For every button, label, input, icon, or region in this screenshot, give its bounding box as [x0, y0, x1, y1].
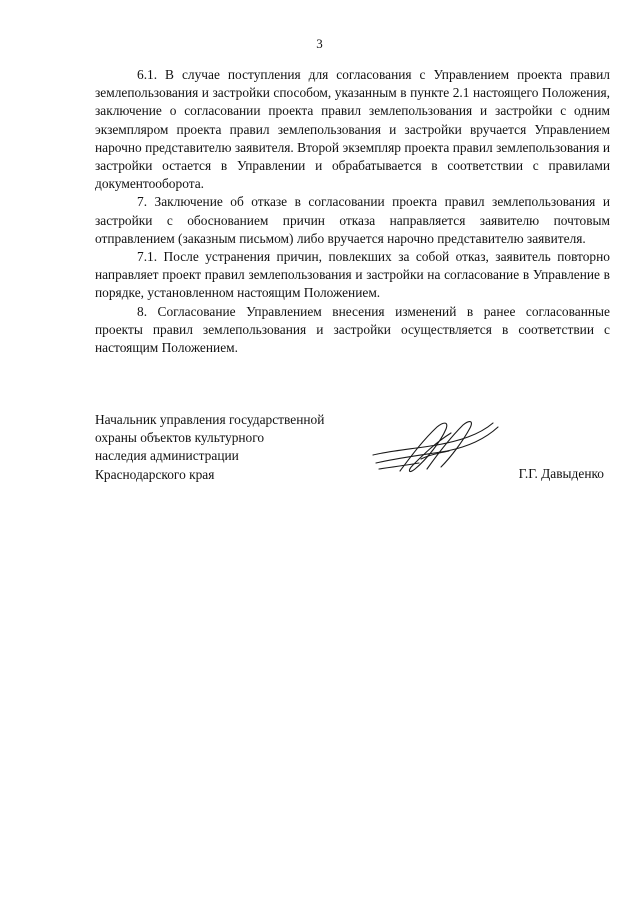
signer-title-line: охраны объектов культурного — [95, 430, 265, 446]
signer-title-line: Начальник управления государственной — [95, 412, 325, 427]
signer-title-line: наследия администрации — [95, 448, 239, 464]
page-number: 3 — [316, 36, 323, 51]
signer-title-line: Краснодарского края — [95, 466, 215, 482]
signer-title — [95, 411, 375, 484]
paragraph-6-1: 6.1. В случае поступления для согласования с Управлением проекта правил землепользования и застройки способом, указанным в пункте 2.1 настоящего Положения, заключение о согласовании проекта правил землепользования и застройки с одним экземпляром проекта правил землепользования и застройки вручается Управлением нарочно представителю заявителя. Второй экземпляр проекта правил землепользования и застройки остается в Управлении и обрабатывается в соответствии с правилами документооборота. — [95, 67, 610, 192]
paragraph-7-1: 7.1. После устранения причин, повлекших за собой отказ, заявитель повторно направляет проект правил землепользования и застройки на согласование в Управление в порядке, установленном настоящим Положением. — [95, 249, 610, 301]
paragraph-8: 8. Согласование Управлением внесения изменений в ранее согласованные проекты правил землепользования и застройки осуществляется в соответствии с настоящим Положением. — [95, 303, 610, 356]
paragraph-7: 7. Заключение об отказе в согласовании проекта правил землепользования и застройки с обоснованием причин отказа направляется заявителю почтовым отправлением (заказным письмом) либо вручается нарочно представителю заявителя. — [95, 194, 610, 246]
document-body — [95, 66, 610, 357]
signature-block — [95, 411, 610, 491]
handwritten-signature — [367, 411, 507, 481]
signer-name: Г.Г. Давыденко — [518, 466, 604, 481]
